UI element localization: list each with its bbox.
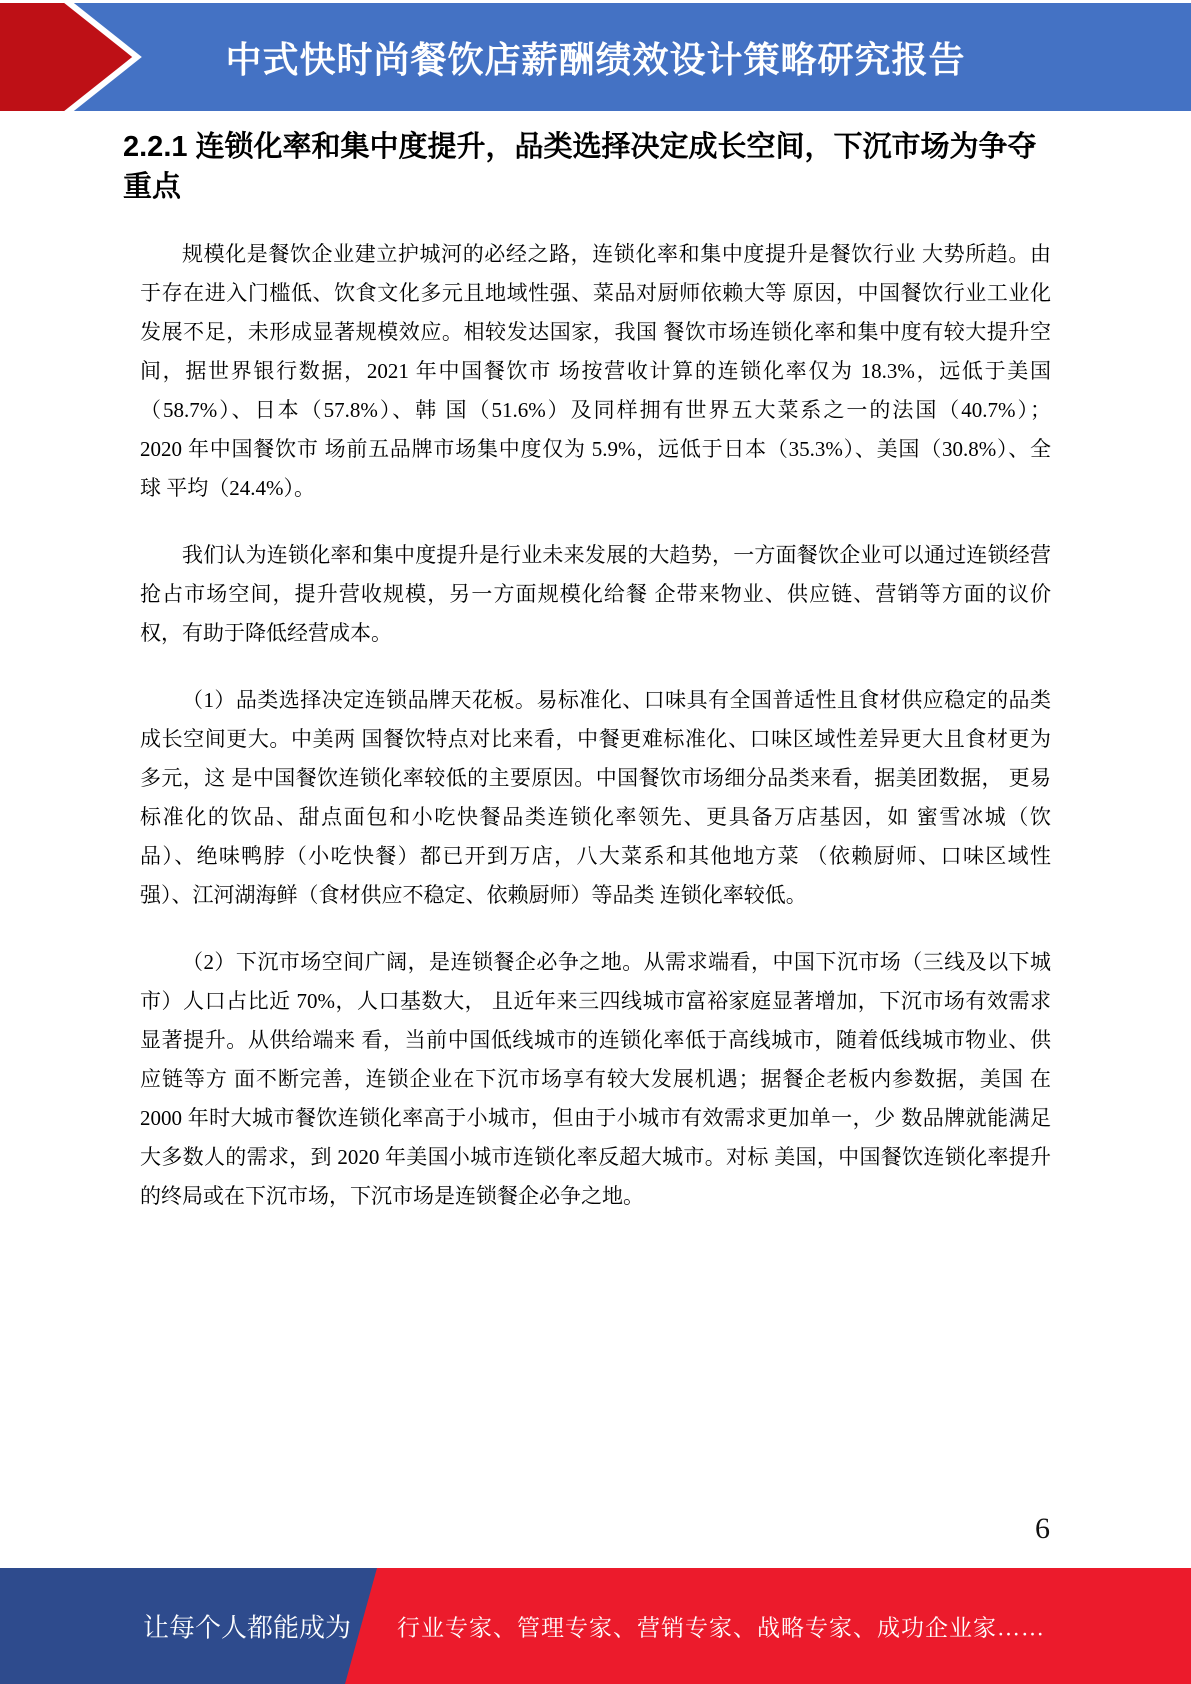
text-line: 权，有助于降低经营成本。 xyxy=(140,621,392,645)
paragraph-3 xyxy=(140,681,1051,915)
text-line: 规模化是餐饮企业建立护城河的必经之路，连锁化率和集中度提升是餐饮行业 大势所趋。由 xyxy=(182,242,1051,266)
report-title: 中式快时尚餐饮店薪酬绩效设计策略研究报告 xyxy=(225,38,966,80)
footer-banner xyxy=(0,1568,1191,1684)
paragraph-4 xyxy=(140,943,1051,1216)
text-line: 大多数人的需求，到 2020 年美国小城市连锁化率反超大城市。对标 美国，中国餐饮连锁化率提升 xyxy=(140,1145,1051,1169)
text-line: 抢占市场空间，提升营收规模，另一方面规模化给餐 企带来物业、供应链、营销等方面的议价 xyxy=(140,582,1051,606)
section-heading xyxy=(123,127,1051,207)
text-line: 市）人口占比近 70%，人口基数大， 且近年来三四线城市富裕家庭显著增加，下沉市场有效需求 xyxy=(140,989,1051,1013)
text-line: 我们认为连锁化率和集中度提升是行业未来发展的大趋势，一方面餐饮企业可以通过连锁经营 xyxy=(182,543,1051,567)
text-line: 间，据世界银行数据，2021 年中国餐饮市 场按营收计算的连锁化率仅为 18.3%，远低于美国 xyxy=(140,359,1051,383)
page-number: 6 xyxy=(1035,1512,1050,1545)
section-heading-line-1: 2.2.1 连锁化率和集中度提升，品类选择决定成长空间，下沉市场为争夺 xyxy=(123,131,1037,163)
text-line: （1）品类选择决定连锁品牌天花板。易标准化、口味具有全国普适性且食材供应稳定的品类 xyxy=(182,688,1051,712)
text-line: 于存在进入门槛低、饮食文化多元且地域性强、菜品对厨师依赖大等 原因，中国餐饮行业工业化 xyxy=(140,281,1051,305)
text-line: 多元，这 是中国餐饮连锁化率较低的主要原因。中国餐饮市场细分品类来看，据美团数据， 更易 xyxy=(140,766,1051,790)
text-line: （58.7%）、日本（57.8%）、韩 国（51.6%）及同样拥有世界五大菜系之一的法国（40.7%）； xyxy=(140,398,1051,422)
text-line: 成长空间更大。中美两 国餐饮特点对比来看，中餐更难标准化、口味区域性差异更大且食材更为 xyxy=(140,727,1051,751)
text-line: 应链等方 面不断完善，连锁企业在下沉市场享有较大发展机遇；据餐企老板内参数据，美国 在 xyxy=(140,1067,1051,1091)
text-line: 显著提升。从供给端来 看，当前中国低线城市的连锁化率低于高线城市，随着低线城市物业、供 xyxy=(140,1028,1051,1052)
text-line: 2020 年中国餐饮市 场前五品牌市场集中度仅为 5.9%，远低于日本（35.3%）、美国（30.8%）、全 xyxy=(140,437,1051,461)
paragraph-1 xyxy=(140,235,1051,508)
text-line: 球 平均（24.4%）。 xyxy=(140,476,315,500)
text-line: 发展不足，未形成显著规模效应。相较发达国家，我国 餐饮市场连锁化率和集中度有较大提升空 xyxy=(140,320,1051,344)
footer-left-label: 让每个人都能成为 xyxy=(143,1613,352,1643)
section-heading-line-2: 重点 xyxy=(123,171,182,203)
text-line: 的终局或在下沉市场，下沉市场是连锁餐企必争之地。 xyxy=(140,1184,644,1208)
paragraph-2 xyxy=(140,536,1051,653)
footer-right-label: 行业专家、管理专家、营销专家、战略专家、成功企业家…… xyxy=(397,1615,1045,1641)
text-line: 品）、绝味鸭脖（小吃快餐）都已开到万店，八大菜系和其他地方菜 （依赖厨师、口味区域性 xyxy=(140,844,1051,868)
text-line: （2）下沉市场空间广阔，是连锁餐企必争之地。从需求端看，中国下沉市场（三线及以下城 xyxy=(182,950,1051,974)
text-line: 强）、江河湖海鲜（食材供应不稳定、依赖厨师）等品类 连锁化率较低。 xyxy=(140,883,807,907)
text-line: 2000 年时大城市餐饮连锁化率高于小城市，但由于小城市有效需求更加单一，少 数品牌就能满足 xyxy=(140,1106,1051,1130)
text-line: 标准化的饮品、甜点面包和小吃快餐品类连锁化率领先、更具备万店基因，如 蜜雪冰城（饮 xyxy=(140,805,1051,829)
